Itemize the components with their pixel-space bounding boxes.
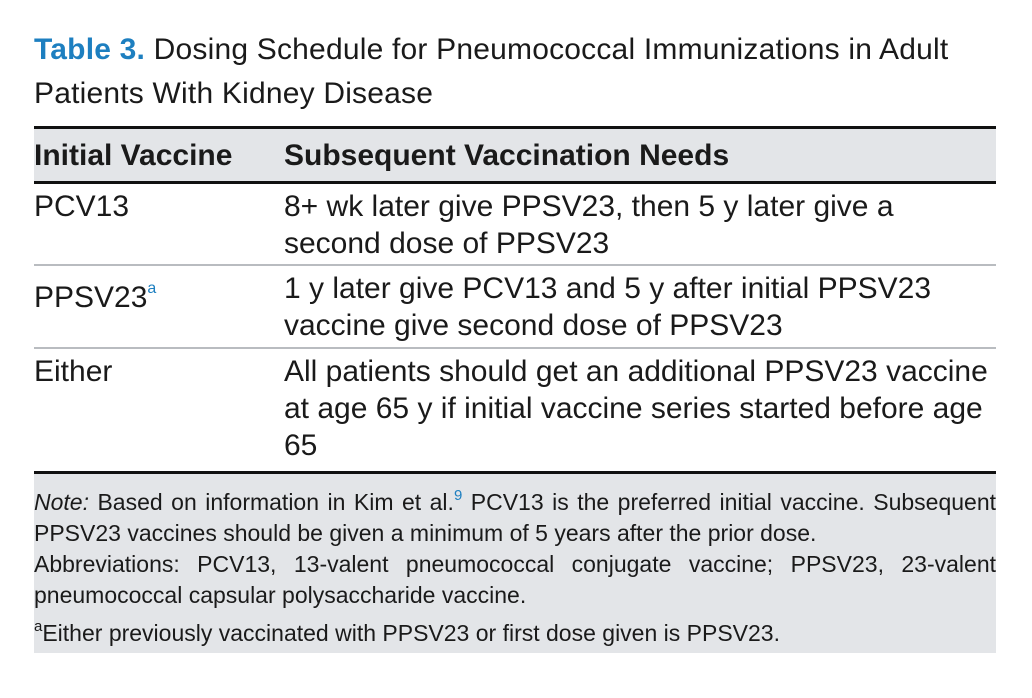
- cell-initial-vaccine: [34, 188, 284, 264]
- note-label: Note:: [34, 489, 89, 515]
- footnote-marker: a: [34, 618, 43, 635]
- footnote-marker: a: [147, 280, 157, 297]
- table-row: [34, 349, 996, 471]
- footnote-text: Either previously vaccinated with PPSV23 or first dose given is PPSV23.: [42, 620, 780, 646]
- table-header-row: [34, 129, 996, 181]
- initial-vaccine-name: Either: [34, 355, 113, 388]
- table-title: Dosing Schedule for Pneumococcal Immunizations in Adult Patients With Kidney Disease: [34, 33, 949, 110]
- table-caption: [34, 28, 1004, 116]
- note-paragraph: [34, 480, 996, 549]
- cell-subsequent-needs: All patients should get an additional PPSV23 vaccine at age 65 y if initial vaccine series started before age 65: [284, 355, 988, 462]
- initial-vaccine-name: PCV13: [34, 190, 130, 223]
- cell-initial-vaccine: [34, 270, 284, 347]
- cell-subsequent-needs: 1 y later give PCV13 and 5 y after initial PPSV23 vaccine give second dose of PPSV23: [284, 272, 932, 342]
- table-row: [34, 184, 996, 264]
- note-text: Based on information in Kim et al.: [97, 489, 454, 515]
- note-text-continued: PCV13 is the preferred initial vaccine. Subsequent PPSV23 vaccines should be given a minimum of 5 years after the prior dose.: [34, 489, 997, 546]
- footnote-paragraph: [34, 611, 996, 649]
- cell-subsequent-needs: 8+ wk later give PPSV23, then 5 y later give a second dose of PPSV23: [284, 190, 894, 260]
- column-header-subsequent-needs: Subsequent Vaccination Needs: [284, 138, 730, 172]
- table-notes: [34, 474, 996, 653]
- initial-vaccine-name: PPSV23: [34, 281, 148, 314]
- table-row: [34, 266, 996, 347]
- reference-marker: 9: [453, 487, 463, 504]
- cell-initial-vaccine: [34, 353, 284, 471]
- abbreviations-paragraph: Abbreviations: PCV13, 13-valent pneumococcal conjugate vaccine; PPSV23, 23-valent pneumococcal capsular polysaccharide vaccine.: [34, 551, 996, 608]
- table-label: Table 3.: [34, 33, 146, 66]
- dosing-table: [34, 126, 996, 653]
- column-header-initial-vaccine: Initial Vaccine: [34, 138, 233, 172]
